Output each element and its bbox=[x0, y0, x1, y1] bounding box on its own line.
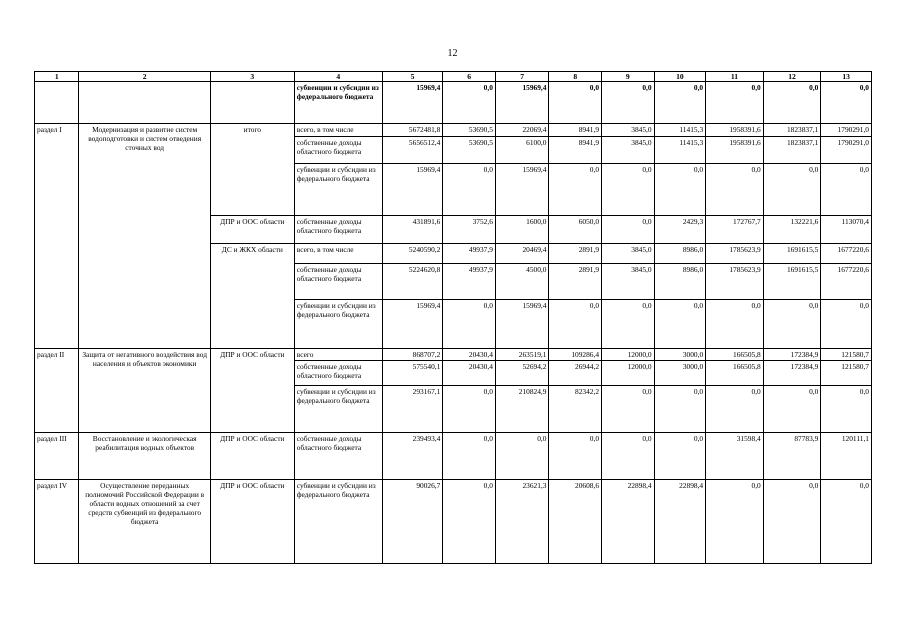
value-cell: 0,0 bbox=[443, 82, 496, 124]
value-cell: 15969,4 bbox=[382, 82, 443, 124]
value-cell: 1823837,1 bbox=[763, 137, 821, 164]
value-cell: 5224620,8 bbox=[382, 264, 443, 300]
measure-cell bbox=[79, 82, 210, 124]
value-cell: 1823837,1 bbox=[763, 124, 821, 137]
value-cell: 0,0 bbox=[602, 164, 655, 216]
value-cell: 0,0 bbox=[654, 164, 706, 216]
value-cell: 6100,0 bbox=[495, 137, 549, 164]
value-cell: 3845,0 bbox=[602, 137, 655, 164]
value-cell: 3752,6 bbox=[443, 216, 496, 244]
value-cell: 0,0 bbox=[549, 82, 602, 124]
value-cell: 0,0 bbox=[602, 386, 655, 433]
table-row bbox=[35, 433, 872, 480]
header-cell: 1 bbox=[35, 72, 79, 82]
table-row bbox=[35, 124, 872, 137]
value-cell: 20469,4 bbox=[495, 244, 549, 264]
header-cell: 3 bbox=[210, 72, 294, 82]
value-cell: 172767,7 bbox=[706, 216, 764, 244]
value-cell: 0,0 bbox=[654, 300, 706, 349]
source-cell: всего, в том числе bbox=[294, 124, 382, 137]
page-number: 12 bbox=[447, 48, 458, 59]
value-cell: 22069,4 bbox=[495, 124, 549, 137]
header-cell: 6 bbox=[443, 72, 496, 82]
value-cell: 90026,7 bbox=[382, 480, 443, 564]
value-cell: 121580,7 bbox=[821, 361, 872, 386]
value-cell: 1790291,0 bbox=[821, 124, 872, 137]
value-cell: 113070,4 bbox=[821, 216, 872, 244]
value-cell: 11415,3 bbox=[654, 137, 706, 164]
value-cell: 0,0 bbox=[443, 164, 496, 216]
header-cell: 8 bbox=[549, 72, 602, 82]
value-cell: 5240590,2 bbox=[382, 244, 443, 264]
value-cell: 8986,0 bbox=[654, 264, 706, 300]
value-cell: 3845,0 bbox=[602, 244, 655, 264]
value-cell: 172384,9 bbox=[763, 349, 821, 361]
source-cell: субвенции и субсидии из федерального бюджета bbox=[294, 82, 382, 124]
value-cell: 0,0 bbox=[763, 164, 821, 216]
value-cell: 0,0 bbox=[821, 480, 872, 564]
value-cell: 0,0 bbox=[443, 386, 496, 433]
executor-cell: ДПР и ООС области bbox=[210, 349, 294, 433]
value-cell: 1677220,6 bbox=[821, 244, 872, 264]
value-cell: 0,0 bbox=[706, 164, 764, 216]
value-cell: 0,0 bbox=[821, 164, 872, 216]
value-cell: 5656512,4 bbox=[382, 137, 443, 164]
value-cell: 0,0 bbox=[495, 433, 549, 480]
value-cell: 53690,5 bbox=[443, 137, 496, 164]
section-cell: раздел III bbox=[35, 433, 79, 480]
header-cell: 13 bbox=[821, 72, 872, 82]
value-cell: 2891,9 bbox=[549, 244, 602, 264]
value-cell: 0,0 bbox=[706, 300, 764, 349]
measure-cell: Защита от негативного воздействия вод населения и объектов экономики bbox=[79, 349, 210, 433]
value-cell: 166505,8 bbox=[706, 349, 764, 361]
executor-cell bbox=[210, 82, 294, 124]
value-cell: 0,0 bbox=[821, 300, 872, 349]
section-cell: раздел IV bbox=[35, 480, 79, 564]
value-cell: 1790291,0 bbox=[821, 137, 872, 164]
value-cell: 120111,1 bbox=[821, 433, 872, 480]
value-cell: 31598,4 bbox=[706, 433, 764, 480]
value-cell: 0,0 bbox=[549, 164, 602, 216]
value-cell: 20608,6 bbox=[549, 480, 602, 564]
value-cell: 2429,3 bbox=[654, 216, 706, 244]
value-cell: 82342,2 bbox=[549, 386, 602, 433]
header-cell: 4 bbox=[294, 72, 382, 82]
header-cell: 5 bbox=[382, 72, 443, 82]
value-cell: 26944,2 bbox=[549, 361, 602, 386]
value-cell: 0,0 bbox=[763, 386, 821, 433]
value-cell: 0,0 bbox=[443, 300, 496, 349]
value-cell: 3000,0 bbox=[654, 349, 706, 361]
value-cell: 87783,9 bbox=[763, 433, 821, 480]
value-cell: 1691615,5 bbox=[763, 264, 821, 300]
value-cell: 293167,1 bbox=[382, 386, 443, 433]
value-cell: 239493,4 bbox=[382, 433, 443, 480]
header-cell: 2 bbox=[79, 72, 210, 82]
header-cell: 10 bbox=[654, 72, 706, 82]
source-cell: субвенции и субсидии из федерального бюджета bbox=[294, 480, 382, 564]
value-cell: 0,0 bbox=[763, 480, 821, 564]
value-cell: 0,0 bbox=[654, 82, 706, 124]
source-cell: собственные доходы областного бюджета bbox=[294, 361, 382, 386]
table-row bbox=[35, 349, 872, 361]
executor-cell: ДС и ЖКХ области bbox=[210, 244, 294, 349]
value-cell: 49937,9 bbox=[443, 264, 496, 300]
value-cell: 172384,9 bbox=[763, 361, 821, 386]
value-cell: 0,0 bbox=[763, 82, 821, 124]
value-cell: 210824,9 bbox=[495, 386, 549, 433]
value-cell: 1785623,9 bbox=[706, 264, 764, 300]
source-cell: субвенции и субсидии из федерального бюджета bbox=[294, 300, 382, 349]
executor-cell: ДПР и ООС области bbox=[210, 216, 294, 244]
value-cell: 0,0 bbox=[763, 300, 821, 349]
value-cell: 109286,4 bbox=[549, 349, 602, 361]
value-cell: 15969,4 bbox=[382, 164, 443, 216]
table-row bbox=[35, 82, 872, 124]
value-cell: 575540,1 bbox=[382, 361, 443, 386]
value-cell: 15969,4 bbox=[495, 164, 549, 216]
section-cell: раздел II bbox=[35, 349, 79, 433]
value-cell: 0,0 bbox=[706, 480, 764, 564]
value-cell: 0,0 bbox=[443, 433, 496, 480]
value-cell: 4500,0 bbox=[495, 264, 549, 300]
value-cell: 0,0 bbox=[549, 300, 602, 349]
source-cell: собственные доходы областного бюджета bbox=[294, 216, 382, 244]
source-cell: собственные доходы областного бюджета bbox=[294, 264, 382, 300]
value-cell: 8941,9 bbox=[549, 137, 602, 164]
header-row bbox=[35, 72, 872, 82]
value-cell: 0,0 bbox=[706, 82, 764, 124]
value-cell: 22898,4 bbox=[654, 480, 706, 564]
value-cell: 1958391,6 bbox=[706, 124, 764, 137]
value-cell: 15969,4 bbox=[495, 82, 549, 124]
table-row bbox=[35, 480, 872, 564]
value-cell: 11415,3 bbox=[654, 124, 706, 137]
value-cell: 0,0 bbox=[821, 386, 872, 433]
section-cell: раздел I bbox=[35, 124, 79, 349]
value-cell: 868707,2 bbox=[382, 349, 443, 361]
source-cell: всего bbox=[294, 349, 382, 361]
value-cell: 1958391,6 bbox=[706, 137, 764, 164]
header-cell: 9 bbox=[602, 72, 655, 82]
value-cell: 1691615,5 bbox=[763, 244, 821, 264]
header-cell: 12 bbox=[763, 72, 821, 82]
value-cell: 49937,9 bbox=[443, 244, 496, 264]
executor-cell: ДПР и ООС области bbox=[210, 480, 294, 564]
value-cell: 121580,7 bbox=[821, 349, 872, 361]
value-cell: 8986,0 bbox=[654, 244, 706, 264]
value-cell: 1600,0 bbox=[495, 216, 549, 244]
value-cell: 22898,4 bbox=[602, 480, 655, 564]
value-cell: 0,0 bbox=[602, 216, 655, 244]
value-cell: 0,0 bbox=[602, 82, 655, 124]
value-cell: 5672481,8 bbox=[382, 124, 443, 137]
budget-table bbox=[34, 71, 872, 564]
value-cell: 3845,0 bbox=[602, 264, 655, 300]
value-cell: 431891,6 bbox=[382, 216, 443, 244]
header-cell: 7 bbox=[495, 72, 549, 82]
value-cell: 20430,4 bbox=[443, 361, 496, 386]
value-cell: 0,0 bbox=[654, 433, 706, 480]
value-cell: 1677220,6 bbox=[821, 264, 872, 300]
value-cell: 15969,4 bbox=[382, 300, 443, 349]
measure-cell: Осуществление переданных полномочий Российской Федерации в области водных отношений за счет средств субвенций из федерального бюджета bbox=[79, 480, 210, 564]
value-cell: 0,0 bbox=[602, 433, 655, 480]
value-cell: 0,0 bbox=[821, 82, 872, 124]
source-cell: всего, в том числе bbox=[294, 244, 382, 264]
value-cell: 263519,1 bbox=[495, 349, 549, 361]
measure-cell: Восстановление и экологическая реабилитация водных объектов bbox=[79, 433, 210, 480]
value-cell: 1785623,9 bbox=[706, 244, 764, 264]
value-cell: 15969,4 bbox=[495, 300, 549, 349]
value-cell: 53690,5 bbox=[443, 124, 496, 137]
value-cell: 0,0 bbox=[602, 300, 655, 349]
value-cell: 6050,0 bbox=[549, 216, 602, 244]
value-cell: 12000,0 bbox=[602, 361, 655, 386]
value-cell: 52694,2 bbox=[495, 361, 549, 386]
value-cell: 3000,0 bbox=[654, 361, 706, 386]
value-cell: 0,0 bbox=[549, 433, 602, 480]
value-cell: 20430,4 bbox=[443, 349, 496, 361]
value-cell: 12000,0 bbox=[602, 349, 655, 361]
value-cell: 2891,9 bbox=[549, 264, 602, 300]
source-cell: субвенции и субсидии из федерального бюджета bbox=[294, 386, 382, 433]
measure-cell: Модернизация и развитие систем водоподготовки и систем отведения сточных вод bbox=[79, 124, 210, 349]
value-cell: 0,0 bbox=[443, 480, 496, 564]
source-cell: собственные доходы областного бюджета bbox=[294, 137, 382, 164]
source-cell: субвенции и субсидии из федерального бюджета bbox=[294, 164, 382, 216]
value-cell: 0,0 bbox=[654, 386, 706, 433]
executor-cell: ДПР и ООС области bbox=[210, 433, 294, 480]
value-cell: 3845,0 bbox=[602, 124, 655, 137]
value-cell: 0,0 bbox=[706, 386, 764, 433]
value-cell: 23621,3 bbox=[495, 480, 549, 564]
value-cell: 132221,6 bbox=[763, 216, 821, 244]
executor-cell: итого bbox=[210, 124, 294, 216]
value-cell: 166505,8 bbox=[706, 361, 764, 386]
value-cell: 8941,9 bbox=[549, 124, 602, 137]
header-cell: 11 bbox=[706, 72, 764, 82]
source-cell: собственные доходы областного бюджета bbox=[294, 433, 382, 480]
section-cell bbox=[35, 82, 79, 124]
